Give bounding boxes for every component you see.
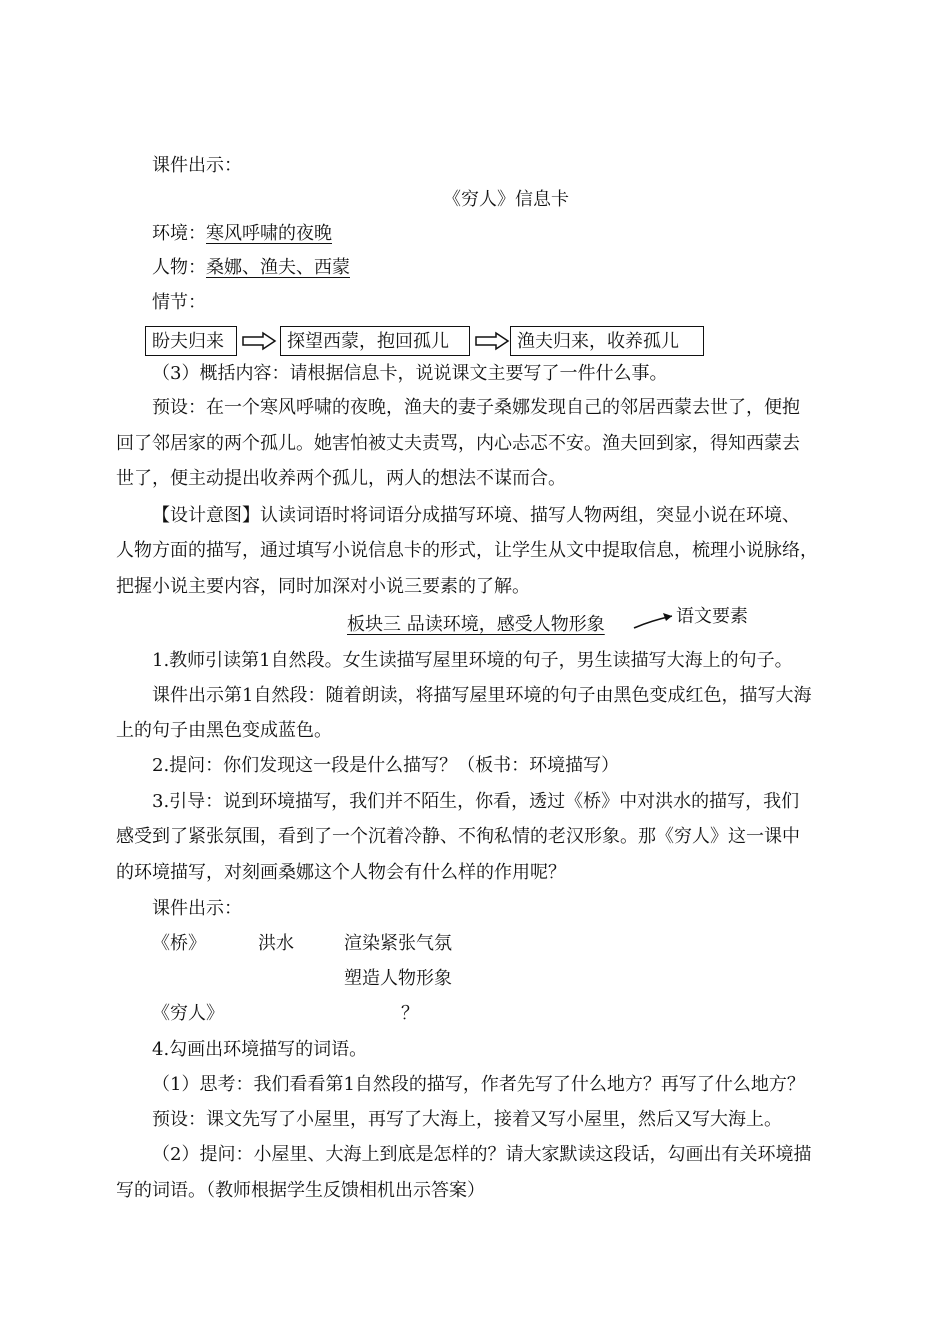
char-label: 人物： [152,257,206,278]
paragraph: 上的句子由黑色变成蓝色。 [116,720,332,741]
table-cell: 塑造人物形象 [344,968,452,989]
paragraph: 4.勾画出环境描写的词语。 [152,1039,368,1060]
paragraph: 2.提问：你们发现这一段是什么描写？（板书：环境描写） [152,755,620,776]
plot-box-3: 渔夫归来，收养孤儿 [510,326,704,356]
table-cell: 渲染紧张气氛 [344,933,452,954]
plot-label: 情节： [152,292,206,313]
env-label: 环境： [152,223,206,244]
env-value: 寒风呼啸的夜晚 [206,223,332,244]
section-note: 语文要素 [676,606,748,627]
plot-box-1: 盼夫归来 [145,326,237,356]
paragraph: 预设：课文先写了小屋里，再写了大海上，接着又写小屋里，然后又写大海上。 [152,1109,782,1130]
paragraph: （1）思考：我们看看第1自然段的描写，作者先写了什么地方？再写了什么地方？ [152,1074,805,1095]
paragraph: （2）提问：小屋里、大海上到底是怎样的？请大家默读这段话，勾画出有关环境描 [152,1144,812,1165]
arrow-right-icon [474,331,510,351]
table-cell: 《穷人》 [152,1003,224,1024]
section-heading: 板块三 品读环境，感受人物形象 [347,614,605,635]
courseware-label: 课件出示： [152,155,242,176]
paragraph: 感受到了紧张氛围，看到了一个沉着冷静、不徇私情的老汉形象。那《穷人》这一课中 [116,826,800,847]
char-value: 桑娜、渔夫、西蒙 [206,257,350,278]
arrow-right-icon [241,331,277,351]
plot-box-2: 探望西蒙，抱回孤儿 [280,326,470,356]
env-row [152,221,332,247]
paragraph: 【设计意图】认读词语时将词语分成描写环境、描写人物两组，突显小说在环境、 [152,505,800,526]
paragraph: 课件出示第1自然段：随着朗读，将描写屋里环境的句子由黑色变成红色，描写大海 [152,685,812,706]
paragraph: 1.教师引读第1自然段。女生读描写屋里环境的句子，男生读描写大海上的句子。 [152,650,793,671]
paragraph: （3）概括内容：请根据信息卡，说说课文主要写了一件什么事。 [152,363,668,384]
paragraph: 世了，便主动提出收养两个孤儿，两人的想法不谋而合。 [116,468,566,489]
paragraph: 的环境描写，对刻画桑娜这个人物会有什么样的作用呢？ [116,862,566,883]
table-cell: ？ [401,1003,419,1024]
curved-arrow-icon [632,609,680,631]
table-cell: 《桥》 [152,933,206,954]
paragraph: 回了邻居家的两个孤儿。她害怕被丈夫责骂，内心忐忑不安。渔夫回到家，得知西蒙去 [116,433,800,454]
paragraph: 把握小说主要内容，同时加深对小说三要素的了解。 [116,576,530,597]
char-row [152,255,350,281]
card-title: 《穷人》信息卡 [443,189,569,210]
courseware-label: 课件出示： [152,898,242,919]
paragraph: 预设：在一个寒风呼啸的夜晚，渔夫的妻子桑娜发现自己的邻居西蒙去世了，便抱 [152,397,800,418]
paragraph: 人物方面的描写，通过填写小说信息卡的形式，让学生从文中提取信息，梳理小说脉络， [116,540,818,561]
paragraph: 写的词语。（教师根据学生反馈相机出示答案） [116,1180,485,1201]
paragraph: 3.引导：说到环境描写，我们并不陌生，你看，透过《桥》中对洪水的描写，我们 [152,791,800,812]
table-cell: 洪水 [258,933,294,954]
